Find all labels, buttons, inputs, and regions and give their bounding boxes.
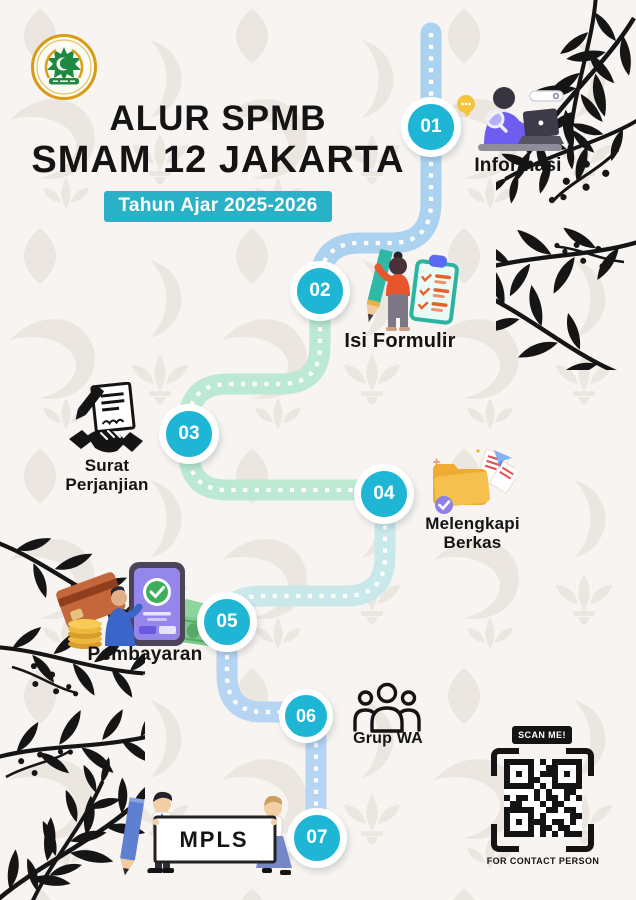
step-03-circle [159, 404, 219, 464]
melengkapi-berkas-icon [430, 448, 516, 516]
step-02-number: 02 [309, 280, 331, 301]
school-logo [30, 33, 98, 101]
step-07-number: 07 [306, 827, 328, 848]
isi-formulir-icon [342, 247, 460, 331]
step-label-surat-perjanjian: Surat Perjanjian [65, 456, 149, 495]
step-07-circle [287, 808, 347, 868]
pembayaran-icon [55, 558, 225, 650]
informasi-icon [452, 78, 567, 156]
page-title-line2: SMAM 12 JAKARTA [31, 138, 405, 181]
step-04-number: 04 [373, 483, 395, 504]
step-label-grup-wa: Grup WA [353, 730, 423, 747]
step-02-circle [290, 261, 350, 321]
step-label-informasi: Informasi [474, 155, 562, 176]
step-label-melengkapi-berkas: Melengkapi Berkas [425, 514, 520, 553]
step-05-number: 05 [216, 611, 238, 632]
qr-module [576, 831, 582, 837]
subtitle-badge: Tahun Ajar 2025-2026 [104, 191, 331, 222]
qr-caption: FOR CONTACT PERSON [486, 856, 600, 866]
grup-wa-icon [353, 682, 421, 734]
step-01-circle [401, 97, 461, 157]
step-label-isi-formulir: Isi Formulir [344, 330, 456, 352]
step-03-number: 03 [178, 423, 200, 444]
step-06-number: 06 [295, 705, 317, 726]
surat-perjanjian-icon [68, 382, 144, 454]
qr-code [504, 759, 582, 837]
mpls-banner-label: MPLS [179, 826, 249, 852]
step-label-pembayaran: Pembayaran [87, 644, 203, 665]
step-01-number: 01 [420, 116, 442, 137]
scan-me-badge: SCAN ME! [512, 726, 572, 744]
title-block [18, 100, 418, 222]
step-06-circle [279, 689, 333, 743]
page-title-line1: ALUR SPMB [109, 99, 327, 138]
step-05-circle [197, 592, 257, 652]
